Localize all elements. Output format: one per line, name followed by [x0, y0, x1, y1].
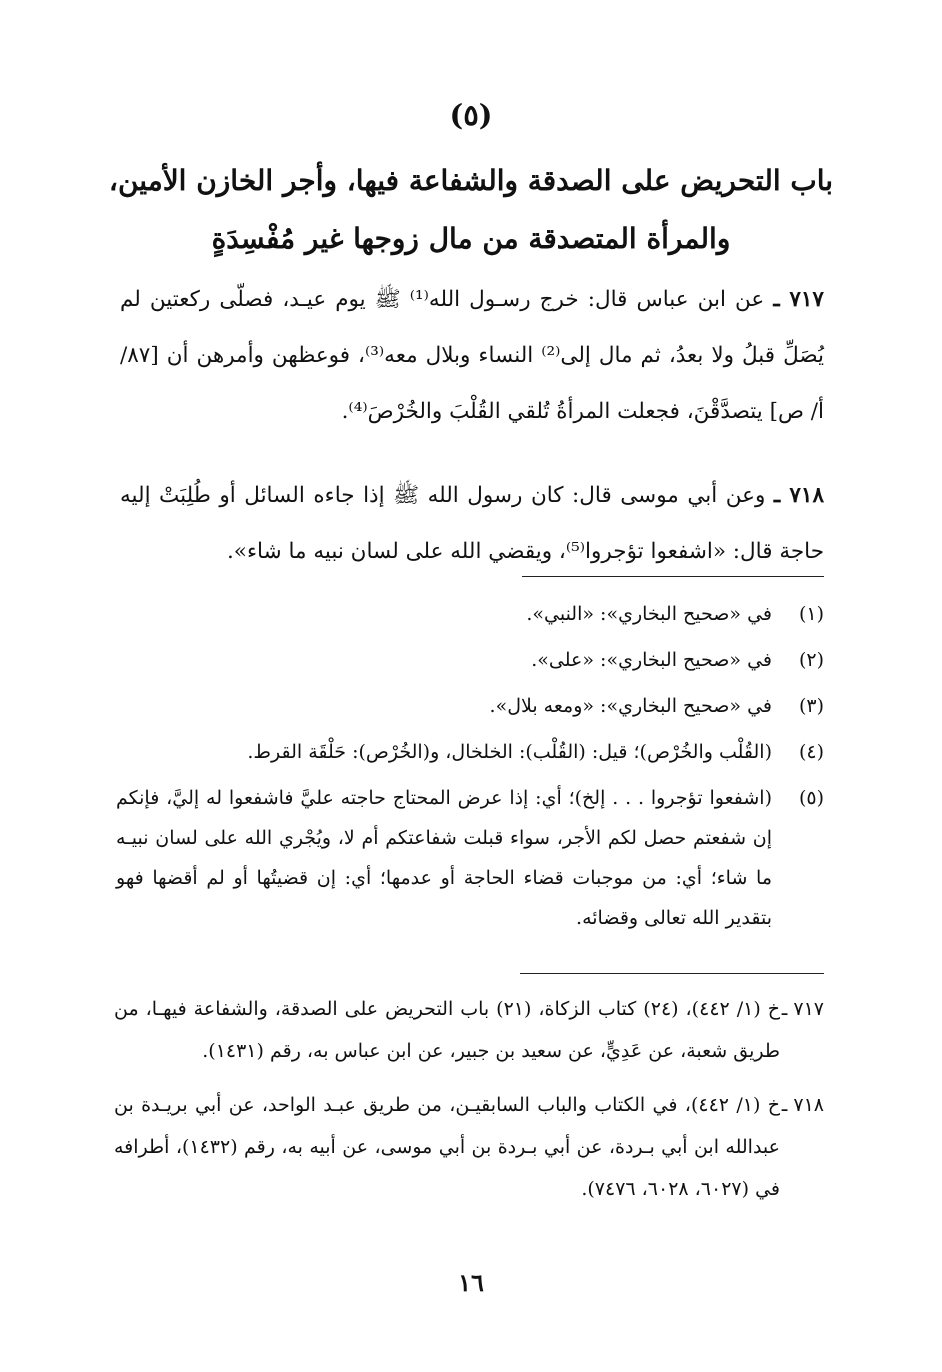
hadith-718: [120, 468, 824, 580]
takhrij-notes: [114, 988, 824, 1222]
footnote-text: في «صحيح البخاري»: «ومعه بلال».: [489, 695, 772, 717]
footnote-4: [116, 732, 824, 772]
hadith-number: ٧١٨ ـ: [773, 483, 824, 508]
footnotes-separator: [522, 576, 824, 577]
takhrij-number: ٧١٧ ـ: [781, 998, 824, 1020]
footnote-number: (٤): [798, 741, 824, 763]
chapter-number: (٥): [449, 98, 493, 132]
chapter-title-line-2: والمرأة المتصدقة من مال زوجها غير مُفْسِدَةٍ: [211, 222, 731, 255]
footnote-text: في «صحيح البخاري»: «على».: [531, 649, 772, 671]
takhrij-text: خ (١/ ٤٤٢)، في الكتاب والباب السابقيـن، من طريق عبـد الواحد، عن أبي بريـدة بن عبدالله ابن أبي بـردة، عن أبي بـردة بن أبي موسى، عن أبيه به، رقم (١٤٣٢)، أطرافه في (٦٠٢٧، ٦٠٢٨، ٧٤٧٦).: [114, 1094, 780, 1200]
chapter-title: [80, 152, 862, 268]
hadith-number: ٧١٧ ـ: [773, 287, 824, 312]
takhrij-text: خ (١/ ٤٤٢)، (٢٤) كتاب الزكاة، (٢١) باب التحريض على الصدقة، والشفاعة فيهـا، من طريق شعبة، عن عَدِيٍّ، عن سعيد بن جبير، عن ابن عباس به، رقم (١٤٣١).: [114, 998, 781, 1062]
footnote-2: [116, 640, 824, 680]
page-number: ١٦: [458, 1268, 484, 1297]
footnote-number: (٣): [798, 695, 824, 717]
footnote-1: [116, 594, 824, 634]
footnote-5: [116, 778, 824, 938]
hadith-717: [120, 272, 824, 440]
footnote-text: (اشفعوا تؤجروا . . . إلخ)؛ أي: إذا عرض المحتاج حاجته عليَّ فاشفعوا له إليَّ، فإنكم إن شفعتم حصل لكم الأجر، سواء قبلت شفاعتكم أم لا، ويُجْري الله على لسان نبيـه ما شاء؛ أي: من موجبات قضاء الحاجة أو عدمها؛ أي: إن قضيتُها أو لم أقضها فهو بتقدير الله تعالى وقضائه.: [116, 787, 772, 929]
takhrij-number: ٧١٨ ـ: [781, 1094, 824, 1116]
footnotes: [116, 594, 824, 944]
chapter-title-line-1: باب التحريض على الصدقة والشفاعة فيها، وأجر الخازن الأمين،: [108, 164, 834, 197]
footnote-text: في «صحيح البخاري»: «النبي».: [526, 603, 772, 625]
hadith-text: وعن أبي موسى قال: كان رسول الله ﷺ إذا جاءه السائل أو طُلِبَتْ إليه حاجة قال: «اشفعوا تؤجروا⁽⁵⁾، ويقضي الله على لسان نبيه ما شاء».: [120, 483, 824, 564]
footnote-text: (القُلْب والخُرْص)؛ قيل: (القُلْب): الخلخال، و(الخُرْص): حَلْقَة القرط.: [247, 741, 772, 763]
footnote-3: [116, 686, 824, 726]
takhrij-separator: [520, 973, 824, 974]
footnote-number: (١): [798, 603, 824, 625]
takhrij-718: [114, 1084, 824, 1210]
footnote-number: (٥): [798, 787, 824, 809]
hadith-text: عن ابن عباس قال: خرج رسـول الله⁽¹⁾ ﷺ يوم عيـد، فصلّى ركعتين لم يُصَلِّ قبلُ ولا بعدُ، ثم مال إلى⁽²⁾ النساء وبلال معه⁽³⁾، فوعظهن وأمرهن أن [٨٧/ أ/ ص] يتصدَّقْنَ، فجعلت المرأةُ تُلقي القُلْبَ والخُرْصَ⁽⁴⁾.: [120, 287, 824, 424]
takhrij-717: [114, 988, 824, 1072]
footnote-number: (٢): [798, 649, 824, 671]
